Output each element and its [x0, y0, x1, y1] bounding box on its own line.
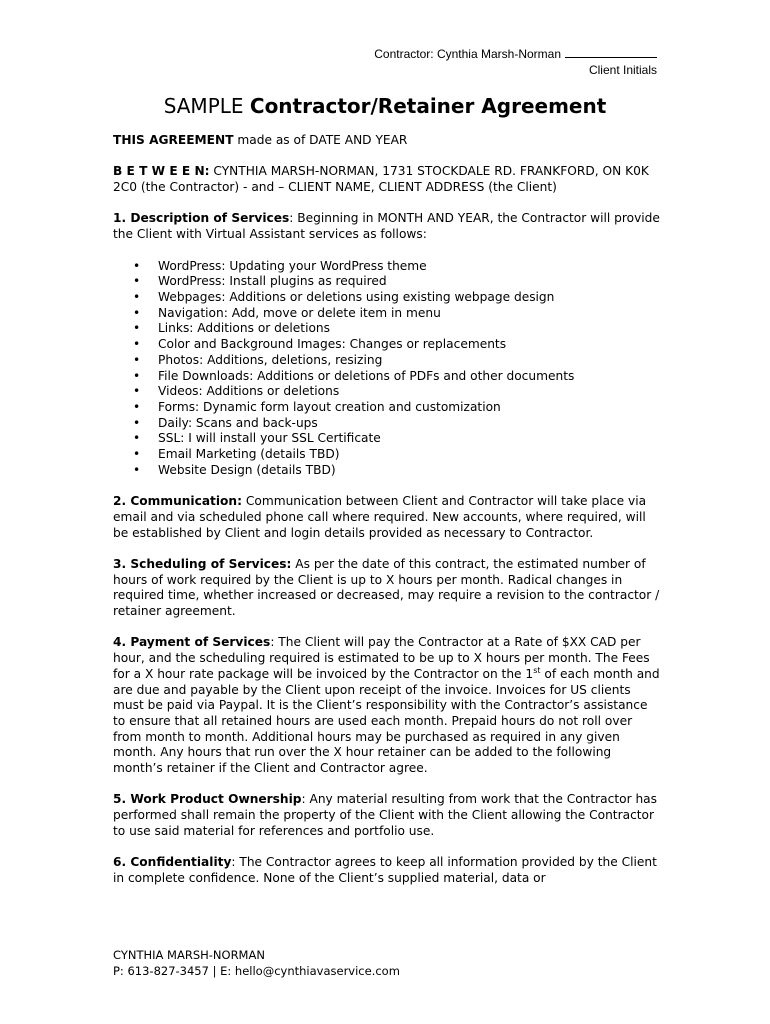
- footer-name: CYNTHIA MARSH-NORMAN: [113, 948, 265, 962]
- section-5-text: : Any material resulting from work that the Contractor has performed shall remain the property of the Client with the Client allowing the Contractor to use said material for references and portfolio use.: [113, 792, 657, 838]
- list-item: • SSL: I will install your SSL Certificate: [113, 431, 663, 447]
- section-4-text-b: of each month and are due and payable by the Client upon receipt of the invoice. Invoices for US clients must be paid via Paypal. It is the Client’s responsibility with the Contractor’s assistance to ensure that all retained hours are used each month. Prepaid hours do not roll over from month to month. Additional hours may be purchased as required in any given month. Any hours that run over the X hour retainer can be added to the following month’s retainer if the Client and Contractor agree.: [113, 666, 660, 776]
- between-paragraph: [113, 164, 663, 195]
- initials-blank-line: [565, 47, 657, 58]
- section-1-heading: 1. Description of Services: [113, 211, 290, 226]
- between-lead: B E T W E E N:: [113, 164, 210, 179]
- services-list: [113, 259, 663, 479]
- section-2-paragraph: [113, 494, 663, 541]
- section-4-text-a: : The Client will pay the Contractor at a Rate of $XX CAD per hour, and the scheduling required is estimated to be up to X hours per month. The Fees for a X hour rate package will be invoiced by the Contractor on the 1: [113, 635, 650, 681]
- section-4-heading: 4. Payment of Services: [113, 635, 271, 650]
- list-item: • Color and Background Images: Changes or replacements: [113, 337, 663, 353]
- section-2-heading: 2. Communication:: [113, 494, 242, 509]
- section-5-paragraph: [113, 792, 663, 839]
- list-item: • Forms: Dynamic form layout creation and customization: [113, 400, 663, 416]
- agreement-paragraph: [113, 133, 663, 149]
- agreement-text: made as of DATE AND YEAR: [233, 133, 408, 147]
- list-item: • Links: Additions or deletions: [113, 321, 663, 337]
- list-item: • Webpages: Additions or deletions using existing webpage design: [113, 290, 663, 306]
- list-item: • Daily: Scans and back-ups: [113, 416, 663, 432]
- client-initials-label: Client Initials: [588, 63, 657, 77]
- list-item: • Videos: Additions or deletions: [113, 384, 663, 400]
- document-title: [0, 92, 770, 120]
- section-1-paragraph: [113, 211, 663, 242]
- between-text: CYNTHIA MARSH-NORMAN, 1731 STOCKDALE RD. FRANKFORD, ON K0K 2C0 (the Contractor) - and – CLIENT NAME, CLIENT ADDRESS (the Client): [113, 164, 649, 195]
- list-item: • Navigation: Add, move or delete item in menu: [113, 306, 663, 322]
- section-1-text: : Beginning in MONTH AND YEAR, the Contractor will provide the Client with Virtual Assistant services as follows:: [113, 211, 660, 242]
- section-4-superscript: st: [533, 665, 541, 675]
- page-header: [374, 46, 657, 78]
- contractor-label: Contractor: Cynthia Marsh-Norman: [374, 47, 561, 61]
- section-3-heading: 3. Scheduling of Services:: [113, 556, 292, 571]
- list-item: • Website Design (details TBD): [113, 463, 663, 479]
- section-2-text: Communication between Client and Contractor will take place via email and via scheduled phone call where required. New accounts, where required, will be established by Client and login details provided as necessary to Contractor.: [113, 494, 647, 540]
- section-6-paragraph: [113, 855, 663, 886]
- footer-contact: P: 613-827-3457 | E: hello@cynthiavaservice.com: [113, 963, 400, 978]
- list-item: • WordPress: Updating your WordPress theme: [113, 259, 663, 275]
- document-body: [113, 133, 663, 902]
- list-item: • WordPress: Install plugins as required: [113, 274, 663, 290]
- title-prefix: SAMPLE: [163, 94, 244, 118]
- page-footer: [113, 948, 400, 979]
- agreement-lead: THIS AGREEMENT: [113, 133, 234, 147]
- section-4-paragraph: [113, 635, 663, 776]
- section-5-heading: 5. Work Product Ownership: [113, 792, 302, 807]
- section-6-text: : The Contractor agrees to keep all information provided by the Client in complete confidence. None of the Client’s supplied material, data or: [113, 855, 657, 885]
- contractor-line: [374, 46, 657, 62]
- section-3-paragraph: [113, 557, 663, 620]
- list-item: • File Downloads: Additions or deletions of PDFs and other documents: [113, 369, 663, 385]
- section-3-text: As per the date of this contract, the estimated number of hours of work required by the Client is up to X hours per month. Radical changes in required time, whether increased or decreased, may require a revision to the contractor / retainer agreement.: [113, 556, 660, 619]
- list-item: • Photos: Additions, deletions, resizing: [113, 353, 663, 369]
- list-item: • Email Marketing (details TBD): [113, 447, 663, 463]
- title-main: Contractor/Retainer Agreement: [249, 94, 607, 118]
- section-6-heading: 6. Confidentiality: [113, 855, 232, 870]
